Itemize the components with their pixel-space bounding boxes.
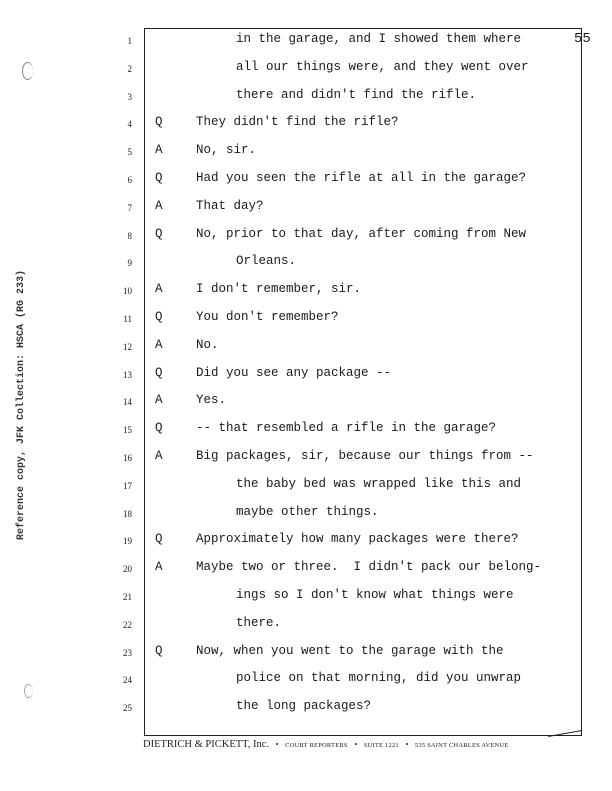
line-number: 5: [127, 147, 132, 158]
transcript-line: [0, 588, 612, 608]
speaker-label: Q: [155, 532, 163, 547]
line-number: 3: [127, 91, 132, 102]
speaker-label: A: [155, 143, 163, 158]
footer-firm: DIETRICH & PICKETT, Inc.: [143, 739, 270, 750]
speaker-label: A: [155, 282, 163, 297]
line-text: You don't remember?: [196, 310, 339, 324]
line-text: all our things were, and they went over: [236, 59, 529, 74]
transcript-line: [0, 171, 612, 191]
transcript-line: [0, 227, 612, 247]
line-text: the long packages?: [236, 699, 372, 714]
transcript-line: [0, 699, 612, 719]
line-number: 19: [123, 536, 132, 547]
speaker-label: Q: [155, 115, 163, 130]
transcript-line: [0, 366, 612, 386]
line-number: 4: [127, 119, 132, 130]
speaker-label: A: [155, 337, 163, 352]
speaker-label: Q: [155, 171, 163, 185]
line-text: Maybe two or three. I didn't pack our belong-: [196, 560, 542, 575]
transcript-line: [0, 88, 612, 108]
line-text: the baby bed was wrapped like this and: [236, 476, 522, 491]
transcript-line: [0, 421, 612, 441]
line-number: 1: [127, 36, 132, 46]
transcript-line: [0, 60, 612, 80]
line-text: -- that resembled a rifle in the garage?: [196, 421, 497, 436]
footer-sep-1: •: [275, 740, 279, 749]
footer-sep-3: •: [405, 740, 409, 749]
line-number: 12: [123, 341, 132, 352]
line-number: 14: [123, 397, 132, 408]
line-text: I don't remember, sir.: [196, 282, 362, 297]
speaker-label: A: [155, 560, 163, 575]
transcript-line: [0, 616, 612, 636]
line-number: 23: [123, 647, 132, 658]
transcript-line: [0, 115, 612, 135]
line-number: 21: [123, 592, 132, 602]
footer-reporters: COURT REPORTERS: [285, 742, 348, 749]
transcript-line: [0, 282, 612, 302]
footer: [143, 739, 583, 750]
speaker-label: Q: [155, 421, 163, 436]
line-text: there.: [236, 615, 282, 630]
line-number: 8: [127, 230, 132, 241]
speaker-label: A: [155, 198, 163, 213]
transcript-line: [0, 32, 612, 52]
transcript-line: [0, 143, 612, 163]
transcript-line: [0, 199, 612, 219]
line-text: there and didn't find the rifle.: [236, 87, 477, 102]
transcript-line: [0, 644, 612, 664]
transcript-line: [0, 338, 612, 358]
line-text: Now, when you went to the garage with the: [196, 643, 504, 658]
line-text: police on that morning, did you unwrap: [236, 671, 522, 686]
speaker-label: Q: [155, 226, 163, 241]
line-number: 15: [123, 425, 132, 436]
speaker-label: A: [155, 393, 163, 408]
line-text: Approximately how many packages were there?: [196, 532, 519, 547]
transcript-line: [0, 449, 612, 469]
transcript-line: [0, 560, 612, 580]
line-text: maybe other things.: [236, 504, 379, 519]
line-number: 22: [123, 619, 132, 630]
footer-address: 535 SAINT CHARLES AVENUE: [414, 742, 509, 749]
page-number: 55: [574, 31, 591, 47]
speaker-label: Q: [155, 643, 163, 658]
transcript-line: [0, 505, 612, 525]
transcript-line: [0, 671, 612, 691]
line-text: Big packages, sir, because our things from --: [196, 449, 534, 463]
speaker-label: Q: [155, 365, 163, 380]
line-number: 6: [127, 175, 132, 185]
line-text: No.: [196, 337, 219, 352]
line-text: Had you seen the rifle at all in the garage?: [196, 171, 527, 185]
speaker-label: A: [155, 449, 163, 463]
line-number: 7: [127, 202, 132, 213]
line-text: ings so I don't know what things were: [236, 588, 514, 602]
footer-sep-2: •: [354, 740, 358, 749]
line-text: That day?: [196, 198, 264, 213]
transcript-line: [0, 532, 612, 552]
footer-suite: SUITE 1221: [363, 742, 399, 749]
line-number: 9: [127, 258, 132, 269]
speaker-label: Q: [155, 310, 163, 324]
side-caption: Reference copy, JFK Collection: HSCA (RG 233): [16, 269, 27, 540]
line-text: No, prior to that day, after coming from New: [196, 226, 527, 241]
transcript-line: [0, 254, 612, 274]
line-number: 11: [123, 314, 132, 324]
transcript-line: [0, 477, 612, 497]
line-number: 2: [127, 63, 132, 74]
line-number: 17: [123, 480, 132, 491]
line-text: Did you see any package --: [196, 365, 392, 380]
transcript-line: [0, 310, 612, 330]
line-number: 18: [123, 508, 132, 519]
line-text: They didn't find the rifle?: [196, 115, 399, 130]
line-text: Orleans.: [236, 254, 297, 269]
line-text: Yes.: [196, 393, 227, 408]
line-number: 16: [123, 453, 132, 463]
line-number: 20: [123, 564, 132, 575]
line-number: 24: [123, 675, 132, 686]
line-number: 10: [123, 286, 132, 297]
line-number: 25: [123, 703, 132, 714]
line-text: in the garage, and I showed them where: [236, 32, 522, 46]
line-number: 13: [123, 369, 132, 380]
transcript-line: [0, 393, 612, 413]
line-text: No, sir.: [196, 143, 257, 158]
